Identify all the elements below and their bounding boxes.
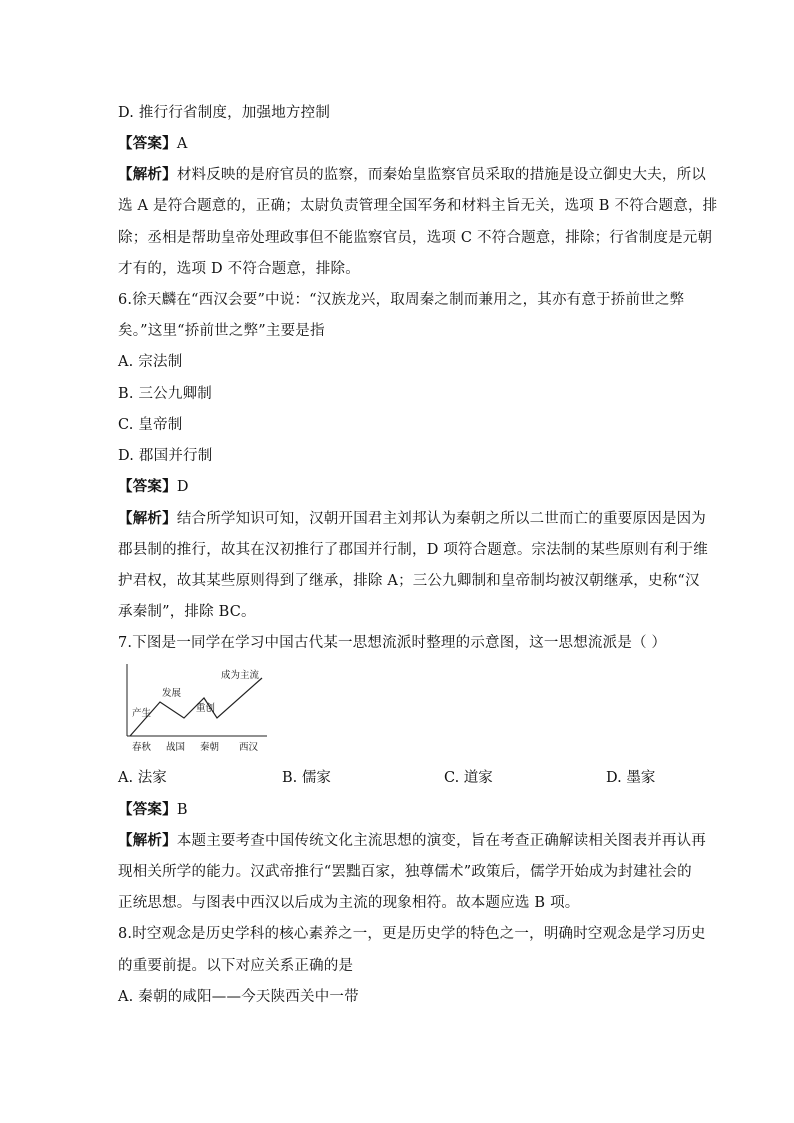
- category-label: 秦朝: [200, 742, 220, 753]
- q6-analysis-line-1: [118, 509, 706, 529]
- q5-option-d: D. 推行行省制度，加强地方控制: [118, 105, 331, 121]
- q8-stem-line-2: 的重要前提。以下对应关系正确的是: [118, 958, 354, 974]
- answer-label: 【答案】: [118, 478, 177, 495]
- category-label: 春秋: [132, 742, 152, 753]
- q7-option-d: D. 墨家: [606, 770, 656, 786]
- q8-option-a: A. 秦朝的咸阳——今天陕西关中一带: [118, 989, 359, 1005]
- analysis-label: 【解析】: [118, 832, 177, 849]
- analysis-text: 材料反映的是府官员的监察，而秦始皇监察官员采取的措施是设立御史大夫，所以: [176, 167, 707, 183]
- q7-option-a: A. 法家: [118, 770, 167, 786]
- analysis-text: 本题主要考查中国传统文化主流思想的演变，旨在考查正确解读相关图表并再认再: [176, 833, 707, 849]
- q7-analysis-line-1: [118, 831, 706, 851]
- q6-option-a: A. 宗法制: [118, 354, 183, 370]
- q7-option-c: C. 道家: [444, 770, 493, 786]
- q5-analysis-line-2: 选 A 是符合题意的，正确；太尉负责管理全国军务和材料主旨无关，选项 B 不符合题意，排: [118, 198, 718, 214]
- answer-label: 【答案】: [118, 801, 177, 818]
- q6-option-d: D. 郡国并行制: [118, 448, 213, 464]
- q6-analysis-line-3: 护君权，故其某些原则得到了继承，排除 A；三公九卿制和皇帝制均被汉朝继承，史称“汉: [118, 573, 700, 589]
- analysis-label: 【解析】: [118, 166, 177, 183]
- category-label: 战国: [166, 742, 186, 753]
- q8-stem-line-1: 8.时空观念是历史学科的核心素养之一，更是历史学的特色之一，明确时空观念是学习历史: [118, 926, 706, 942]
- annotation-label: 成为主流: [221, 670, 260, 681]
- annotation-label: 产生: [132, 708, 152, 719]
- q7-option-b: B. 儒家: [282, 770, 331, 786]
- q7-diagram: [122, 662, 272, 754]
- analysis-label: 【解析】: [118, 510, 177, 527]
- q7-stem: 7.下图是一同学在学习中国古代某一思想流派时整理的示意图，这一思想流派是（ ）: [118, 635, 667, 651]
- q5-analysis-line-1: [118, 165, 706, 185]
- q6-stem-line-1: 6.徐天麟在“西汉会要”中说：“汉族龙兴，取周秦之制而兼用之，其亦有意于挢前世之弊: [118, 292, 685, 308]
- answer-value: D: [176, 479, 189, 495]
- q6-stem-line-2: 矣。”这里“挢前世之弊”主要是指: [118, 323, 325, 339]
- category-label: 西汉: [239, 742, 259, 753]
- q6-option-b: B. 三公九卿制: [118, 386, 212, 402]
- q6-analysis-line-2: 郡县制的推行，故其在汉初推行了郡国并行制，D 项符合题意。宗法制的某些原则有利于维: [118, 542, 708, 558]
- annotation-label: 重创: [196, 703, 216, 714]
- q6-analysis-line-4: 承秦制”，排除 BC。: [118, 604, 256, 620]
- q7-answer: [118, 800, 188, 820]
- q7-analysis-line-2: 现相关所学的能力。汉武帝推行“罢黜百家，独尊儒术”政策后，儒学开始成为封建社会的: [118, 864, 692, 880]
- q5-answer: [118, 134, 187, 154]
- annotation-label: 发展: [162, 688, 182, 699]
- q6-option-c: C. 皇帝制: [118, 417, 183, 433]
- answer-label: 【答案】: [118, 135, 177, 152]
- answer-value: B: [176, 802, 188, 818]
- q5-analysis-line-3: 除；丞相是帮助皇帝处理政事但不能监察官员，选项 C 不符合题意，排除；行省制度是元朝: [118, 230, 713, 246]
- answer-value: A: [176, 136, 188, 152]
- q5-analysis-line-4: 才有的，选项 D 不符合题意，排除。: [118, 261, 360, 277]
- q6-answer: [118, 477, 189, 497]
- analysis-text: 结合所学知识可知，汉朝开国君主刘邦认为秦朝之所以二世而亡的重要原因是因为: [176, 511, 707, 527]
- q7-analysis-line-3: 正统思想。与图表中西汉以后成为主流的现象相符。故本题应选 B 项。: [118, 895, 580, 911]
